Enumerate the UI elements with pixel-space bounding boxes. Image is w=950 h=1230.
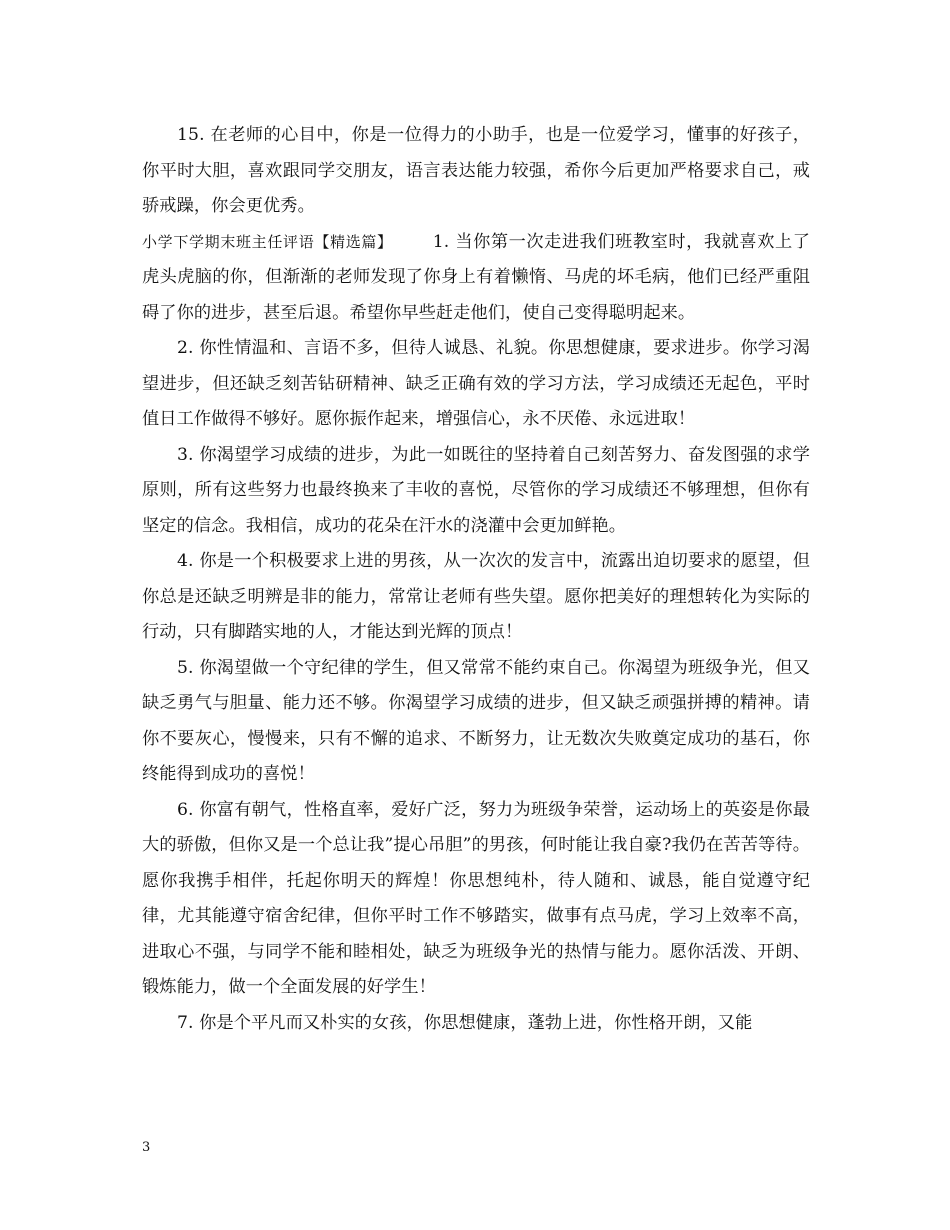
paragraph-3: 3. 你渴望学习成绩的进步，为此一如既往的坚持着自己刻苦努力、奋发图强的求学原则，所有这些努力也最终换来了丰收的喜悦，尽管你的学习成绩还不够理想，但你有坚定的信念。我相信，成功的花朵在汗水的浇灌中会更加鲜艳。 (142, 444, 810, 536)
paragraph-5: 5. 你渴望做一个守纪律的学生，但又常常不能约束自己。你渴望为班级争光，但又缺乏勇气与胆量、能力还不够。你渴望学习成绩的进步，但又缺乏顽强拼搏的精神。请你不要灰心，慢慢来，只有不懈的追求、不断努力，让无数次失败奠定成功的基石，你终能得到成功的喜悦！ (142, 657, 810, 784)
paragraph-1 (142, 225, 810, 332)
paragraph-6: 6. 你富有朝气，性格直率，爱好广泛，努力为班级争荣誉，运动场上的英姿是你最大的骄傲，但你又是一个总让我”提心吊胆”的男孩，何时能让我自豪?我仍在苦苦等待。愿你我携手相伴，托起你明天的辉煌！你思想纯朴，待人随和、诚恳，能自觉遵守纪律，尤其能遵守宿舍纪律，但你平时工作不够踏实，做事有点马虎，学习上效率不高，进取心不强，与同学不能和睦相处，缺乏为班级争光的热情与能力。愿你活泼、开朗、锻炼能力，做一个全面发展的好学生！ (142, 799, 810, 997)
paragraph-1-text: 1. 当你第一次走进我们班教室时，我就喜欢上了虎头虎脑的你，但渐渐的老师发现了你身上有着懒惰、马虎的坏毛病，他们已经严重阻碍了你的进步，甚至后退。希望你早些赶走他们，使自己变得聪明起来。 (142, 231, 810, 323)
page-number: 3 (142, 1140, 151, 1155)
paragraph-4: 4. 你是一个积极要求上进的男孩，从一次次的发言中，流露出迫切要求的愿望，但你总是还缺乏明辨是非的能力，常常让老师有些失望。愿你把美好的理想转化为实际的行动，只有脚踏实地的人，才能达到光辉的顶点！ (142, 551, 810, 642)
paragraph-2: 2. 你性情温和、言语不多，但待人诚恳、礼貌。你思想健康，要求进步。你学习渴望进步，但还缺乏刻苦钻研精神、缺乏正确有效的学习方法，学习成绩还无起色，平时值日工作做得不够好。愿你振作起来，增强信心，永不厌倦、永远进取！ (142, 338, 810, 429)
document-body (142, 118, 810, 1041)
section-title: 小学下学期末班主任评语【精选篇】 (142, 232, 393, 251)
paragraph-7: 7. 你是个平凡而又朴实的女孩，你思想健康，蓬勃上进，你性格开朗，又能 (177, 1012, 753, 1033)
paragraph-15: 15. 在老师的心目中，你是一位得力的小助手，也是一位爱学习，懂事的好孩子，你平时大胆，喜欢跟同学交朋友，语言表达能力较强，希你今后更加严格要求自己，戒骄戒躁，你会更优秀。 (142, 125, 810, 216)
